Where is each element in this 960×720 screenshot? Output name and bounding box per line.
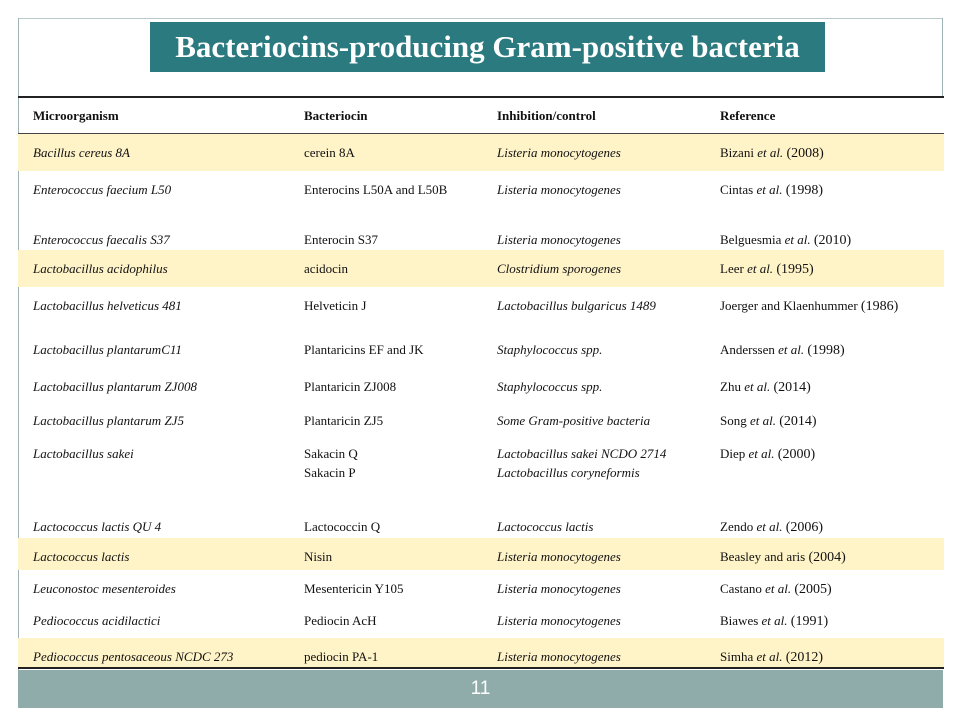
cell-inhibition: Listeria monocytogenes	[497, 182, 621, 197]
reference-author: Anderssen	[720, 342, 775, 357]
reference-author: Castano	[720, 581, 762, 596]
cell-reference	[704, 221, 944, 250]
table-row	[18, 602, 944, 638]
cell-reference	[704, 368, 944, 402]
cell-bacteriocin: Sakacin Q Sakacin P	[304, 446, 358, 480]
reference-year: (2000)	[777, 447, 816, 462]
cell-inhibition: Listeria monocytogenes	[497, 581, 621, 596]
reference-year: (2006)	[785, 520, 824, 535]
cell-microorganism: Enterococcus faecium L50	[33, 182, 172, 197]
reference-etal: et al.	[778, 342, 805, 357]
reference-etal: et al.	[761, 613, 788, 628]
cell-inhibition: Lactobacillus bulgaricus 1489	[497, 298, 656, 313]
reference-etal: et al.	[747, 261, 774, 276]
reference-year: (2014)	[773, 380, 811, 395]
header-microorganism: Microorganism	[18, 98, 288, 134]
reference-year: (2004)	[808, 550, 846, 565]
cell-microorganism: Lactobacillus helveticus 481	[33, 298, 182, 313]
cell-reference	[704, 402, 944, 438]
reference-author: Joerger and Klaenhummer	[720, 298, 858, 313]
frame-top-border	[18, 18, 943, 19]
cell-bacteriocin: pediocin PA-1	[288, 638, 481, 667]
reference-author: Zendo	[720, 519, 754, 534]
cell-reference	[704, 331, 944, 368]
bacteriocin-table	[18, 98, 944, 667]
cell-bacteriocin: Enterocins L50A and L50B	[304, 182, 448, 197]
cell-reference	[704, 287, 944, 331]
header-bacteriocin: Bacteriocin	[288, 98, 481, 134]
table-body	[18, 134, 944, 668]
header-reference: Reference	[704, 98, 944, 134]
reference-etal: et al.	[765, 581, 792, 596]
cell-inhibition: Lactobacillus sakei NCDO 2714 Lactobacillus coryneformis	[497, 446, 667, 480]
cell-reference	[704, 602, 944, 638]
cell-inhibition: Listeria monocytogenes	[497, 232, 621, 247]
table-row	[18, 638, 944, 667]
cell-bacteriocin: Pediocin AcH	[304, 613, 377, 628]
reference-etal: et al.	[784, 232, 811, 247]
reference-author: Beasley and aris	[720, 549, 806, 564]
cell-inhibition: Listeria monocytogenes	[497, 613, 621, 628]
table-row	[18, 171, 944, 221]
cell-microorganism: Pediococcus acidilactici	[33, 613, 161, 628]
cell-microorganism: Enterococcus faecalis S37	[33, 232, 170, 247]
table-row	[18, 438, 944, 508]
cell-reference	[704, 134, 944, 172]
cell-bacteriocin: Plantaricins EF and JK	[304, 342, 424, 357]
cell-bacteriocin: cerein 8A	[288, 134, 481, 172]
cell-microorganism: Lactobacillus plantarum ZJ5	[33, 413, 184, 428]
cell-inhibition: Staphylococcus spp.	[497, 342, 603, 357]
table-row	[18, 538, 944, 570]
reference-year: (1995)	[776, 262, 814, 277]
cell-inhibition: Staphylococcus spp.	[497, 379, 603, 394]
cell-reference	[704, 171, 944, 221]
cell-reference	[704, 438, 944, 508]
cell-bacteriocin: Enterocin S37	[304, 232, 379, 247]
cell-inhibition: Listeria monocytogenes	[481, 134, 704, 172]
bacteriocin-table-container	[18, 96, 944, 669]
slide-title: Bacteriocins-producing Gram-positive bacteria	[150, 22, 825, 72]
table-row	[18, 331, 944, 368]
reference-author: Bizani	[720, 145, 754, 160]
table-row	[18, 287, 944, 331]
reference-etal: et al.	[757, 145, 784, 160]
cell-microorganism: Pediococcus pentosaceous NCDC 273	[18, 638, 288, 667]
reference-year: (2005)	[794, 582, 832, 597]
reference-author: Simha	[720, 649, 754, 664]
header-inhibition: Inhibition/control	[481, 98, 704, 134]
cell-bacteriocin: Mesentericin Y105	[304, 581, 404, 596]
reference-year: (1986)	[860, 299, 899, 314]
reference-year: (2014)	[779, 414, 817, 429]
cell-inhibition: Clostridium sporogenes	[481, 250, 704, 287]
cell-microorganism: Lactobacillus plantarum ZJ008	[33, 379, 197, 394]
reference-etal: et al.	[756, 182, 783, 197]
cell-microorganism: Lactococcus lactis QU 4	[33, 519, 162, 534]
reference-author: Cintas	[720, 182, 754, 197]
table-row	[18, 570, 944, 602]
cell-bacteriocin: Plantaricin ZJ008	[304, 379, 397, 394]
reference-year: (2008)	[786, 146, 824, 161]
reference-year: (1998)	[807, 343, 845, 358]
page-number: 11	[470, 678, 491, 699]
cell-microorganism: Leuconostoc mesenteroides	[33, 581, 176, 596]
cell-bacteriocin: Plantaricin ZJ5	[304, 413, 384, 428]
reference-author: Zhu	[720, 379, 741, 394]
reference-etal: et al.	[748, 446, 775, 461]
cell-inhibition: Lactococcus lactis	[497, 519, 594, 534]
cell-bacteriocin: Nisin	[288, 538, 481, 570]
reference-author: Biawes	[720, 613, 759, 628]
cell-microorganism: Lactobacillus sakei	[33, 446, 134, 461]
table-header-row	[18, 98, 944, 134]
cell-reference	[704, 250, 944, 287]
reference-etal: et al.	[756, 519, 783, 534]
cell-microorganism: Bacillus cereus 8A	[18, 134, 288, 172]
table-row	[18, 134, 944, 172]
cell-microorganism: Lactobacillus acidophilus	[18, 250, 288, 287]
table-row	[18, 402, 944, 438]
cell-microorganism: Lactococcus lactis	[18, 538, 288, 570]
cell-bacteriocin: Lactococcin Q	[304, 519, 381, 534]
reference-year: (1991)	[790, 614, 829, 629]
reference-author: Song	[720, 413, 747, 428]
cell-reference	[704, 508, 944, 538]
reference-etal: et al.	[756, 649, 783, 664]
reference-etal: et al.	[749, 413, 776, 428]
reference-author: Diep	[720, 446, 746, 461]
table-row	[18, 368, 944, 402]
cell-inhibition: Some Gram-positive bacteria	[497, 413, 651, 428]
cell-inhibition: Listeria monocytogenes	[481, 538, 704, 570]
cell-reference	[704, 638, 944, 667]
cell-bacteriocin: Helveticin J	[304, 298, 367, 313]
cell-reference	[704, 538, 944, 570]
table-row	[18, 221, 944, 250]
cell-inhibition: Listeria monocytogenes	[481, 638, 704, 667]
slide-footer	[18, 670, 943, 708]
table-bottom-rule	[18, 667, 944, 669]
reference-year: (1998)	[785, 183, 824, 198]
table-row	[18, 250, 944, 287]
reference-etal: et al.	[744, 379, 771, 394]
reference-year: (2010)	[813, 233, 852, 248]
cell-microorganism: Lactobacillus plantarumC11	[33, 342, 182, 357]
cell-bacteriocin: acidocin	[288, 250, 481, 287]
table-row	[18, 508, 944, 538]
cell-reference	[704, 570, 944, 602]
reference-year: (2012)	[785, 650, 824, 665]
reference-author: Leer	[720, 261, 744, 276]
frame-right-border	[942, 18, 943, 96]
reference-author: Belguesmia	[720, 232, 782, 247]
